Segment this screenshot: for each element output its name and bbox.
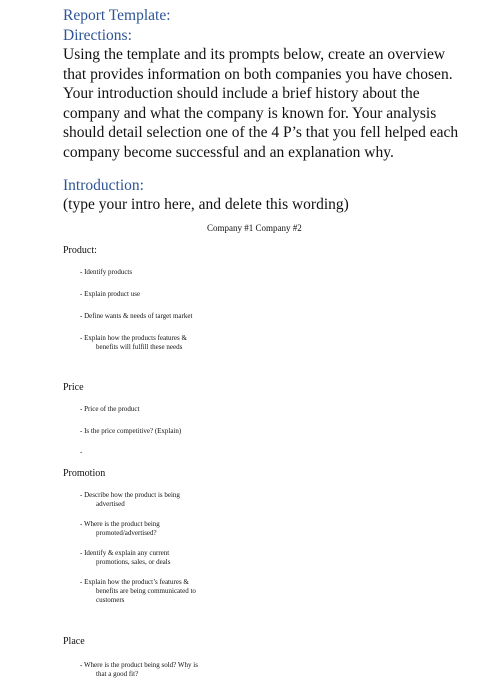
- bullet-line: - Where is the product being: [80, 520, 160, 528]
- bullet-line: - Describe how the product is being: [80, 491, 180, 499]
- price-heading: Price: [63, 382, 84, 393]
- directions-paragraph: [63, 45, 463, 163]
- bullet-line-continued: that a good fit?: [96, 670, 139, 678]
- product-bullet-explain-use: - Explain product use: [80, 290, 141, 298]
- bullet-line: - Explain how the products features &: [80, 334, 187, 342]
- price-bullet-competitive: - Is the price competitive? (Explain): [80, 427, 182, 435]
- product-bullet-features: [80, 334, 187, 352]
- promotion-bullet-features: [80, 578, 196, 605]
- place-bullet-where-sold: [80, 661, 198, 679]
- report-title: Report Template:: [63, 7, 171, 24]
- introduction-placeholder-text[interactable]: (type your intro here, and delete this wording): [63, 196, 349, 213]
- bullet-line-continued: benefits will fulfill these needs: [96, 343, 183, 351]
- directions-line: should detail selection one of the 4 P’s that you fell helped each: [63, 124, 459, 142]
- directions-line: company and what the company is known for. Your analysis: [63, 104, 437, 122]
- promotion-bullet-where: [80, 520, 160, 538]
- introduction-heading: Introduction:: [63, 177, 144, 194]
- price-bullet-price: - Price of the product: [80, 405, 140, 413]
- bullet-line: - Identify & explain any current: [80, 549, 170, 557]
- product-heading: Product:: [63, 245, 97, 256]
- product-bullet-identify: - Identify products: [80, 268, 133, 276]
- bullet-line-continued: customers: [96, 596, 125, 604]
- price-bullet-empty: -: [80, 448, 83, 456]
- bullet-line-continued: promoted/advertised?: [96, 529, 157, 537]
- company-column-headers: Company #1 Company #2: [207, 223, 302, 233]
- bullet-line-continued: advertised: [96, 500, 125, 508]
- directions-line: Using the template and its prompts below, create an overview: [63, 46, 446, 63]
- promotion-bullet-current: [80, 549, 170, 567]
- bullet-line-continued: promotions, sales, or deals: [96, 558, 171, 566]
- bullet-line: - Where is the product being sold? Why is: [80, 661, 198, 669]
- bullet-line-continued: benefits are being communicated to: [96, 587, 196, 595]
- promotion-heading: Promotion: [63, 468, 106, 479]
- directions-line: that provides information on both companies you have chosen.: [63, 65, 453, 83]
- directions-line: Your introduction should include a brief history about the: [63, 85, 420, 103]
- product-bullet-wants-needs: - Define wants & needs of target market: [80, 312, 193, 320]
- promotion-bullet-advertised: [80, 491, 180, 509]
- place-heading: Place: [63, 636, 85, 647]
- bullet-line: - Explain how the product’s features &: [80, 578, 189, 586]
- directions-heading: Directions:: [63, 27, 132, 44]
- directions-line: company become successful and an explanation why.: [63, 143, 394, 161]
